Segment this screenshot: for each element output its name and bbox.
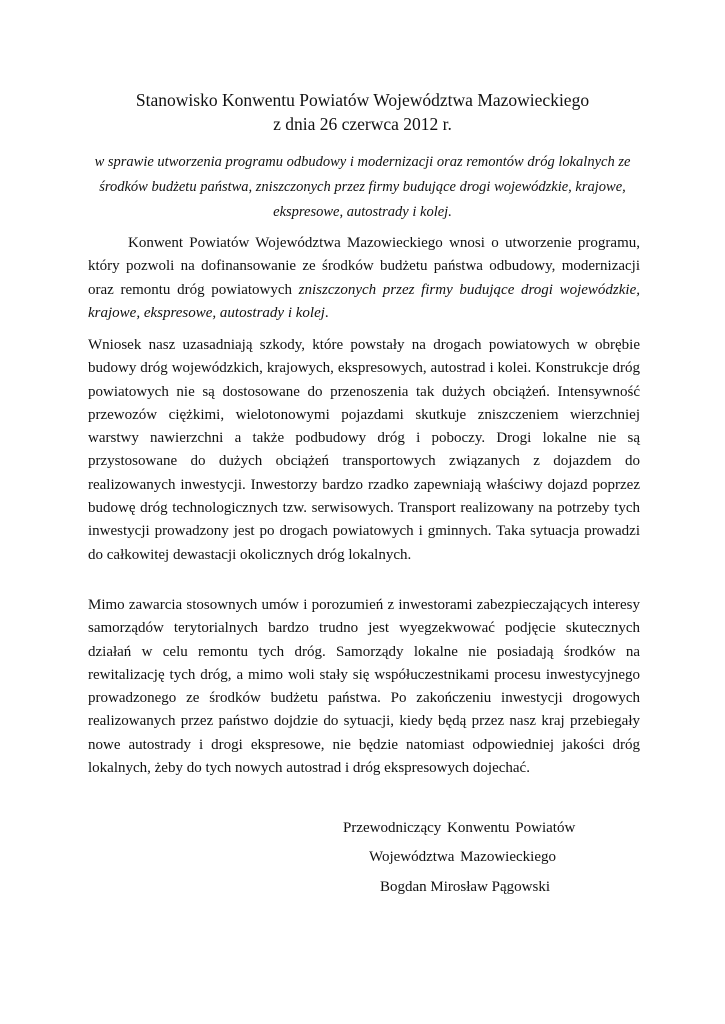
signature-title-line-2: Województwa Mazowieckiego bbox=[369, 849, 556, 865]
paragraph-request-end: . bbox=[324, 304, 329, 321]
title-line-2: z dnia 26 czerwca 2012 r. bbox=[273, 114, 452, 134]
paragraph-justification: Wniosek nasz uzasadniają szkody, które powstały na drogach powiatowych w obrębie budowy dróg wojewódzkich, krajowych, ekspresowych, autostrad i kolei. Konstrukcje dróg powiatowych nie są dostosowane do przenoszenia tak dużych obciążeń. Intensywność przewozów ciężkimi, wielotonowymi pojazdami skutkuje zniszczeniem wierzchniej warstwy nawierzchni a także podbudowy dróg i poboczy. Drogi lokalne nie są przystosowane do dużych obciążeń transportowych związanych z dojazdem do realizowanych inwestycji. Inwestorzy bardzo rzadko zapewniają właściwy dojazd poprzez budowę dróg technologicznych tzw. serwisowych. Transport realizowany na potrzeby tych inwestycji prowadzony jest po drogach powiatowych i gminnych. Taka sytuacja prowadzi do całkowitej dewastacji okolicznych dróg lokalnych. bbox=[88, 337, 640, 563]
signature-name: Bogdan Mirosław Pągowski bbox=[380, 879, 550, 895]
paragraph-request bbox=[88, 232, 640, 325]
paragraph-request-text: Konwent Powiatów Województwa Mazowieckiego wnosi o utworzenie programu, który pozwoli na dofinansowanie ze środków budżetu państwa odbudowy, modernizacji oraz remontu dróg powiatowych bbox=[88, 235, 640, 298]
document-subtitle: w sprawie utworzenia programu odbudowy i modernizacji oraz remontów dróg lokalnych ze środków budżetu państwa, zniszczonych przez firmy budujące drogi wojewódzkie, krajowe, ekspresowe, autostrady i kolej. bbox=[94, 154, 631, 220]
paragraph-request-italic: zniszczonych przez firmy budujące drogi wojewódzkie, krajowe, ekspresowe, autostrady i kolej bbox=[88, 281, 640, 321]
document-title bbox=[90, 88, 635, 136]
title-line-1: Stanowisko Konwentu Powiatów Województwa Mazowieckiego bbox=[135, 90, 590, 110]
signature-title-line-1: Przewodniczący Konwentu Powiatów bbox=[343, 820, 576, 836]
paragraph-agreements: Mimo zawarcia stosownych umów i porozumień z inwestorami zabezpieczających interesy samorządów terytorialnych bardzo trudno jest wyegzekwować podjęcie skutecznych działań w celu remontu tych dróg. Samorządy lokalne nie posiadają środków na rewitalizację tych dróg, a mimo woli stały się współuczestnikami procesu inwestycyjnego prowadzonego ze środków budżetu państwa. Po zakończeniu inwestycji drogowych realizowanych przez państwo dojdzie do sytuacji, kiedy będą przez nasz kraj przebiegały nowe autostrady i drogi ekspresowe, nie będzie natomiast odpowiedniej jakości dróg lokalnych, żeby do tych nowych autostrad i dróg ekspresowych dojechać. bbox=[88, 597, 640, 777]
